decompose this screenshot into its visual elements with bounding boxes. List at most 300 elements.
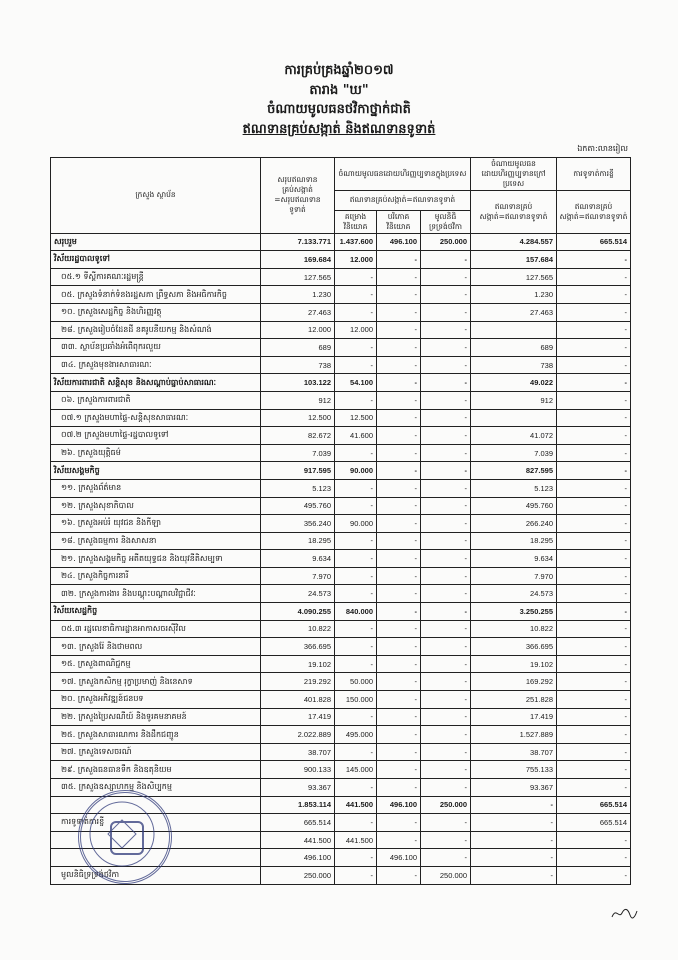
cell-a: 1.437.600 — [335, 233, 377, 251]
cell-b: - — [377, 761, 421, 779]
cell-pay: - — [557, 743, 631, 761]
cell-pay: - — [557, 321, 631, 339]
cell-total: 24.573 — [261, 585, 335, 603]
cell-a: 12.500 — [335, 409, 377, 427]
cell-ext: 10.822 — [471, 620, 557, 638]
cell-a: - — [335, 779, 377, 797]
cell-b: - — [377, 409, 421, 427]
cell-ext: 755.133 — [471, 761, 557, 779]
cell-ext: 4.284.557 — [471, 233, 557, 251]
cell-c: - — [421, 479, 471, 497]
col-dom-a: គម្រោង វិនិយោគ — [335, 210, 377, 233]
cell-b: - — [377, 427, 421, 445]
cell-b: - — [377, 655, 421, 673]
cell-pay: - — [557, 286, 631, 304]
cell-pay: - — [557, 550, 631, 568]
table-row — [51, 321, 631, 339]
col-external-sub: ឥណទានគ្រប់សង្កាត់=ឥណទានទូទាត់ — [471, 191, 557, 234]
cell-b: - — [377, 251, 421, 269]
col-dom-c: មូលនិធិ ទ្រទ្រង់ថវិកា — [421, 210, 471, 233]
cell-pay: - — [557, 831, 631, 849]
cell-total: 82.672 — [261, 427, 335, 445]
table-section-row — [51, 251, 631, 269]
cell-a: - — [335, 550, 377, 568]
cell-c: - — [421, 515, 471, 533]
cell-a: 145.000 — [335, 761, 377, 779]
row-label: ១៣. ក្រសួងរ៉ែ និងថាមពល — [51, 638, 261, 656]
cell-ext: 38.707 — [471, 743, 557, 761]
cell-total: 219.292 — [261, 673, 335, 691]
cell-b: - — [377, 286, 421, 304]
cell-c: - — [421, 585, 471, 603]
col-ministry: ក្រសួង ស្ថាប័ន — [51, 158, 261, 234]
row-label: វិស័យរដ្ឋបាលទូទៅ — [51, 251, 261, 269]
cell-ext: 41.072 — [471, 427, 557, 445]
cell-a: - — [335, 339, 377, 357]
cell-pay: - — [557, 251, 631, 269]
cell-pay: - — [557, 638, 631, 656]
cell-total: 401.828 — [261, 691, 335, 709]
row-label: ២៦. ក្រសួងយុត្តិធម៌ — [51, 444, 261, 462]
cell-total: 103.122 — [261, 374, 335, 392]
cell-ext: 1.527.889 — [471, 726, 557, 744]
col-domestic: ចំណាយមូលធនដោយហិរញ្ញប្បទានក្នុងប្រទេស — [335, 158, 471, 191]
unit-label: ឯកតា:លានរៀល — [577, 144, 628, 153]
cell-ext: 24.573 — [471, 585, 557, 603]
cell-a: - — [335, 743, 377, 761]
cell-total: 366.695 — [261, 638, 335, 656]
cell-ext: 912 — [471, 391, 557, 409]
cell-pay: - — [557, 691, 631, 709]
cell-total: 12.000 — [261, 321, 335, 339]
cell-ext: 7.039 — [471, 444, 557, 462]
cell-b: - — [377, 497, 421, 515]
row-label: ៣៤. ក្រសួងមុខងារសាធារណៈ — [51, 356, 261, 374]
cell-c: - — [421, 567, 471, 585]
row-label: ១២. ក្រសួងសុខាភិបាល — [51, 497, 261, 515]
row-label: ២៨. ក្រសួងរៀបចំដែនដី នគរូបនីយកម្ម និងសំណង់ — [51, 321, 261, 339]
cell-ext: 251.828 — [471, 691, 557, 709]
cell-pay: - — [557, 427, 631, 445]
table-row — [51, 339, 631, 357]
table-row — [51, 655, 631, 673]
cell-b: 496.100 — [377, 796, 421, 814]
cell-ext: - — [471, 866, 557, 884]
table-row — [51, 303, 631, 321]
cell-b: - — [377, 691, 421, 709]
cell-total: 689 — [261, 339, 335, 357]
cell-pay: - — [557, 708, 631, 726]
cell-total: 169.684 — [261, 251, 335, 269]
cell-total: 496.100 — [261, 849, 335, 867]
row-label: វិស័យការពារជាតិ សន្តិសុខ និងសណ្តាប់ធ្នាប់សាធារណៈ — [51, 374, 261, 392]
cell-total: 127.565 — [261, 268, 335, 286]
cell-ext: - — [471, 796, 557, 814]
cell-a: - — [335, 620, 377, 638]
cell-total: 738 — [261, 356, 335, 374]
cell-total: 7.970 — [261, 567, 335, 585]
table-section-row — [51, 233, 631, 251]
cell-a: 12.000 — [335, 321, 377, 339]
cell-ext: - — [471, 849, 557, 867]
cell-b: - — [377, 603, 421, 621]
row-label: ១៨. ក្រសួងធម្មការ និងសាសនា — [51, 532, 261, 550]
cell-c: 250.000 — [421, 796, 471, 814]
cell-b: - — [377, 515, 421, 533]
row-label: ១១. ក្រសួងព័ត៌មាន — [51, 479, 261, 497]
cell-b: - — [377, 814, 421, 832]
cell-c: - — [421, 321, 471, 339]
table-row — [51, 726, 631, 744]
cell-c: - — [421, 497, 471, 515]
cell-a: - — [335, 866, 377, 884]
cell-pay: - — [557, 866, 631, 884]
row-label: មូលនិធិទ្រទ្រង់ថវិកា — [51, 866, 261, 884]
cell-c: - — [421, 638, 471, 656]
cell-c: - — [421, 849, 471, 867]
cell-b: - — [377, 779, 421, 797]
cell-b: - — [377, 444, 421, 462]
table-row — [51, 479, 631, 497]
col-domestic-sub: ឥណទានគ្រប់សង្កាត់=ឥណទានទូទាត់ — [335, 191, 471, 211]
cell-c: - — [421, 550, 471, 568]
row-label: ០៧.២ ក្រសួងមហាផ្ទៃ-រដ្ឋបាលទូទៅ — [51, 427, 261, 445]
row-label: ការទូទាត់ការខ្ចី — [51, 814, 261, 832]
cell-ext: 93.367 — [471, 779, 557, 797]
cell-c: - — [421, 655, 471, 673]
cell-total: 9.634 — [261, 550, 335, 568]
cell-b: - — [377, 303, 421, 321]
cell-b: - — [377, 726, 421, 744]
row-label: ០៧.១ ក្រសួងមហាផ្ទៃ-សន្តិសុខសាធារណៈ — [51, 409, 261, 427]
cell-b: - — [377, 620, 421, 638]
cell-b: - — [377, 673, 421, 691]
table-row — [51, 497, 631, 515]
cell-a: - — [335, 497, 377, 515]
cell-total: 441.500 — [261, 831, 335, 849]
cell-total: 912 — [261, 391, 335, 409]
cell-a: - — [335, 268, 377, 286]
cell-ext: 827.595 — [471, 462, 557, 480]
cell-total: 7.133.771 — [261, 233, 335, 251]
cell-a: 54.100 — [335, 374, 377, 392]
royal-seal-stamp — [78, 790, 172, 884]
cell-ext: 1.230 — [471, 286, 557, 304]
cell-total: 19.102 — [261, 655, 335, 673]
cell-pay: - — [557, 444, 631, 462]
cell-b: - — [377, 550, 421, 568]
cell-pay: - — [557, 849, 631, 867]
doc-table-label: តារាង "ឃ" — [309, 83, 369, 98]
cell-total: 4.090.255 — [261, 603, 335, 621]
cell-c: - — [421, 409, 471, 427]
cell-total: 665.514 — [261, 814, 335, 832]
cell-b: - — [377, 374, 421, 392]
cell-total: 1.853.114 — [261, 796, 335, 814]
table-section-row — [51, 374, 631, 392]
cell-ext: 169.292 — [471, 673, 557, 691]
cell-c: - — [421, 779, 471, 797]
cell-a: - — [335, 708, 377, 726]
doc-subtitle: ឥណទានគ្រប់សង្កាត់ និងឥណទានទូទាត់ — [242, 122, 436, 137]
cell-pay: - — [557, 374, 631, 392]
cell-total: 7.039 — [261, 444, 335, 462]
row-label: ២៩. ក្រសួងធនធានទឹក និងឧតុនិយម — [51, 761, 261, 779]
cell-a: 41.600 — [335, 427, 377, 445]
table-section-row — [51, 462, 631, 480]
table-row — [51, 550, 631, 568]
cell-total: 12.500 — [261, 409, 335, 427]
cell-b: - — [377, 321, 421, 339]
cell-b: - — [377, 356, 421, 374]
row-label: ១៧. ក្រសួងកសិកម្ម រុក្ខាប្រមាញ់ និងនេសាទ — [51, 673, 261, 691]
cell-pay: - — [557, 356, 631, 374]
cell-a: - — [335, 655, 377, 673]
table-row — [51, 585, 631, 603]
cell-total: 18.295 — [261, 532, 335, 550]
cell-pay: - — [557, 761, 631, 779]
col-total: សរុបឥណទាន គ្រប់សង្កាត់ =សរុបឥណទាន ទូទាត់ — [261, 158, 335, 234]
cell-c: - — [421, 339, 471, 357]
cell-a: 12.000 — [335, 251, 377, 269]
doc-title: ចំណាយមូលធនថវិកាថ្នាក់ជាតិ — [267, 102, 411, 117]
cell-ext: 366.695 — [471, 638, 557, 656]
row-label: ៣៣. ស្ថាប័នប្រឆាំងអំពើពុករលួយ — [51, 339, 261, 357]
cell-pay: - — [557, 515, 631, 533]
cell-b: 496.100 — [377, 849, 421, 867]
cell-b: - — [377, 567, 421, 585]
cell-a: 495.000 — [335, 726, 377, 744]
cell-pay: - — [557, 620, 631, 638]
cell-pay: - — [557, 391, 631, 409]
cell-ext: 18.295 — [471, 532, 557, 550]
cell-b: - — [377, 708, 421, 726]
cell-a: - — [335, 286, 377, 304]
cell-ext: - — [471, 831, 557, 849]
cell-b: 496.100 — [377, 233, 421, 251]
cell-c: - — [421, 251, 471, 269]
cell-a: - — [335, 638, 377, 656]
cell-c: - — [421, 532, 471, 550]
table-row — [51, 427, 631, 445]
cell-c: - — [421, 708, 471, 726]
row-label: ១០. ក្រសួងសេដ្ឋកិច្ច និងហិរញ្ញវត្ថុ — [51, 303, 261, 321]
table-row — [51, 515, 631, 533]
cell-total: 38.707 — [261, 743, 335, 761]
row-label: ០៥.៣ រដ្ឋលេខាធិការដ្ឋានអាកាសចរស៊ីវិល — [51, 620, 261, 638]
cell-a: - — [335, 303, 377, 321]
cell-pay: 665.514 — [557, 814, 631, 832]
row-label: ១៦. ក្រសួងអប់រំ យុវជន និងកីឡា — [51, 515, 261, 533]
seal-ring-icon — [78, 790, 166, 878]
cell-a: 90.000 — [335, 515, 377, 533]
cell-c: - — [421, 303, 471, 321]
cell-ext: 49.022 — [471, 374, 557, 392]
cell-c: - — [421, 620, 471, 638]
cell-pay: - — [557, 339, 631, 357]
cell-ext — [471, 409, 557, 427]
cell-a: - — [335, 532, 377, 550]
row-label: ២១. ក្រសួងសង្គមកិច្ច អតីតយុទ្ធជន និងយុវនីតិសម្បទា — [51, 550, 261, 568]
row-label: ៣២. ក្រសួងការងារ និងបណ្តុះបណ្តាលវិជ្ជាជីវៈ — [51, 585, 261, 603]
cell-a: 840.000 — [335, 603, 377, 621]
cell-ext: - — [471, 814, 557, 832]
cell-c: - — [421, 268, 471, 286]
row-label: ២៧. ក្រសួងទេសចរណ៍ — [51, 743, 261, 761]
cell-pay: - — [557, 268, 631, 286]
cell-pay: - — [557, 462, 631, 480]
cell-pay: - — [557, 673, 631, 691]
cell-total: 17.419 — [261, 708, 335, 726]
cell-pay: - — [557, 585, 631, 603]
table-row — [51, 567, 631, 585]
row-label: ១៥. ក្រសួងពាណិជ្ជកម្ម — [51, 655, 261, 673]
cell-b: - — [377, 532, 421, 550]
table-body — [51, 233, 631, 884]
cell-ext: 7.970 — [471, 567, 557, 585]
cell-c: 250.000 — [421, 233, 471, 251]
cell-ext: 19.102 — [471, 655, 557, 673]
cell-pay: - — [557, 603, 631, 621]
cell-a: 90.000 — [335, 462, 377, 480]
signature-mark — [610, 905, 638, 921]
cell-a: - — [335, 585, 377, 603]
row-label: ២២. ក្រសួងប្រៃសណីយ៍ និងទូរគមនាគមន៍ — [51, 708, 261, 726]
cell-total: 356.240 — [261, 515, 335, 533]
cell-total: 93.367 — [261, 779, 335, 797]
cell-a: - — [335, 479, 377, 497]
row-label: វិស័យសេដ្ឋកិច្ច — [51, 603, 261, 621]
cell-pay: 665.514 — [557, 796, 631, 814]
cell-total: 917.595 — [261, 462, 335, 480]
col-dom-b: បរិភោគ វិនិយោគ — [377, 210, 421, 233]
cell-c: - — [421, 286, 471, 304]
cell-ext: 9.634 — [471, 550, 557, 568]
cell-ext: 266.240 — [471, 515, 557, 533]
cell-c: - — [421, 831, 471, 849]
cell-total: 1.230 — [261, 286, 335, 304]
cell-c: - — [421, 691, 471, 709]
cell-ext: 157.684 — [471, 251, 557, 269]
cell-c: - — [421, 391, 471, 409]
cell-a: - — [335, 444, 377, 462]
row-label: ២០. ក្រសួងអភិវឌ្ឍន៍ជនបទ — [51, 691, 261, 709]
cell-pay: - — [557, 567, 631, 585]
cell-a: 150.000 — [335, 691, 377, 709]
cell-c: - — [421, 743, 471, 761]
cell-total: 27.463 — [261, 303, 335, 321]
table-row — [51, 761, 631, 779]
cell-a: - — [335, 356, 377, 374]
cell-a: 50.000 — [335, 673, 377, 691]
cell-b: - — [377, 743, 421, 761]
cell-c: - — [421, 462, 471, 480]
cell-c: - — [421, 603, 471, 621]
budget-table — [50, 157, 631, 885]
cell-pay: - — [557, 479, 631, 497]
cell-b: - — [377, 479, 421, 497]
cell-ext: 738 — [471, 356, 557, 374]
row-label: ០៦. ក្រសួងការពារជាតិ — [51, 391, 261, 409]
row-label: ០៥. ក្រសួងទំនាក់ទំនងរដ្ឋសភា ព្រឹទ្ធសភា និងអធិការកិច្ច — [51, 286, 261, 304]
cell-total: 2.022.889 — [261, 726, 335, 744]
cell-c: - — [421, 726, 471, 744]
cell-c: - — [421, 444, 471, 462]
cell-b: - — [377, 268, 421, 286]
doc-title-year: ការគ្រប់គ្រងឆ្នាំ២០១៧ — [284, 63, 394, 78]
cell-c: - — [421, 814, 471, 832]
cell-c: - — [421, 374, 471, 392]
table-row — [51, 268, 631, 286]
cell-total: 495.760 — [261, 497, 335, 515]
cell-c: - — [421, 356, 471, 374]
row-label: វិស័យសង្គមកិច្ច — [51, 462, 261, 480]
table-row — [51, 691, 631, 709]
cell-pay: - — [557, 497, 631, 515]
cell-b: - — [377, 866, 421, 884]
cell-a: - — [335, 567, 377, 585]
cell-pay: 665.514 — [557, 233, 631, 251]
cell-pay: - — [557, 655, 631, 673]
row-label: សរុបរួម — [51, 233, 261, 251]
table-row — [51, 444, 631, 462]
cell-ext: 495.760 — [471, 497, 557, 515]
cell-c: - — [421, 673, 471, 691]
col-payment: ការទូទាត់ការខ្ចី — [557, 158, 631, 191]
cell-b: - — [377, 391, 421, 409]
cell-c: - — [421, 427, 471, 445]
table-row — [51, 708, 631, 726]
cell-b: - — [377, 339, 421, 357]
cell-ext: 3.250.255 — [471, 603, 557, 621]
col-external: ចំណាយមូលធនដោយហិរញ្ញប្បទានក្រៅប្រទេស — [471, 158, 557, 191]
cell-total: 250.000 — [261, 866, 335, 884]
cell-a: 441.500 — [335, 831, 377, 849]
cell-c: - — [421, 761, 471, 779]
cell-ext: 27.463 — [471, 303, 557, 321]
table-row — [51, 409, 631, 427]
cell-c: 250.000 — [421, 866, 471, 884]
cell-pay: - — [557, 779, 631, 797]
table-row — [51, 532, 631, 550]
table-row — [51, 743, 631, 761]
cell-a: - — [335, 814, 377, 832]
cell-b: - — [377, 462, 421, 480]
cell-pay: - — [557, 726, 631, 744]
cell-ext: 5.123 — [471, 479, 557, 497]
cell-a: - — [335, 849, 377, 867]
col-payment-sub: ឥណទានគ្រប់សង្កាត់=ឥណទានទូទាត់ — [557, 191, 631, 234]
table-row — [51, 356, 631, 374]
cell-ext: 17.419 — [471, 708, 557, 726]
table-section-row — [51, 603, 631, 621]
cell-ext — [471, 321, 557, 339]
cell-pay: - — [557, 532, 631, 550]
cell-b: - — [377, 831, 421, 849]
cell-b: - — [377, 585, 421, 603]
cell-a: 441.500 — [335, 796, 377, 814]
row-label: ០៥.១ ទីស្តីការគណៈរដ្ឋមន្ត្រី — [51, 268, 261, 286]
cell-b: - — [377, 638, 421, 656]
cell-ext: 689 — [471, 339, 557, 357]
cell-total: 5.123 — [261, 479, 335, 497]
cell-pay: - — [557, 303, 631, 321]
cell-total: 10.822 — [261, 620, 335, 638]
cell-a: - — [335, 391, 377, 409]
table-row — [51, 286, 631, 304]
row-label: ២៤. ក្រសួងកិច្ចការនារី — [51, 567, 261, 585]
row-label: ៣៥. ក្រសួងឧស្សាហកម្ម និងសិប្បកម្ម — [51, 779, 261, 797]
